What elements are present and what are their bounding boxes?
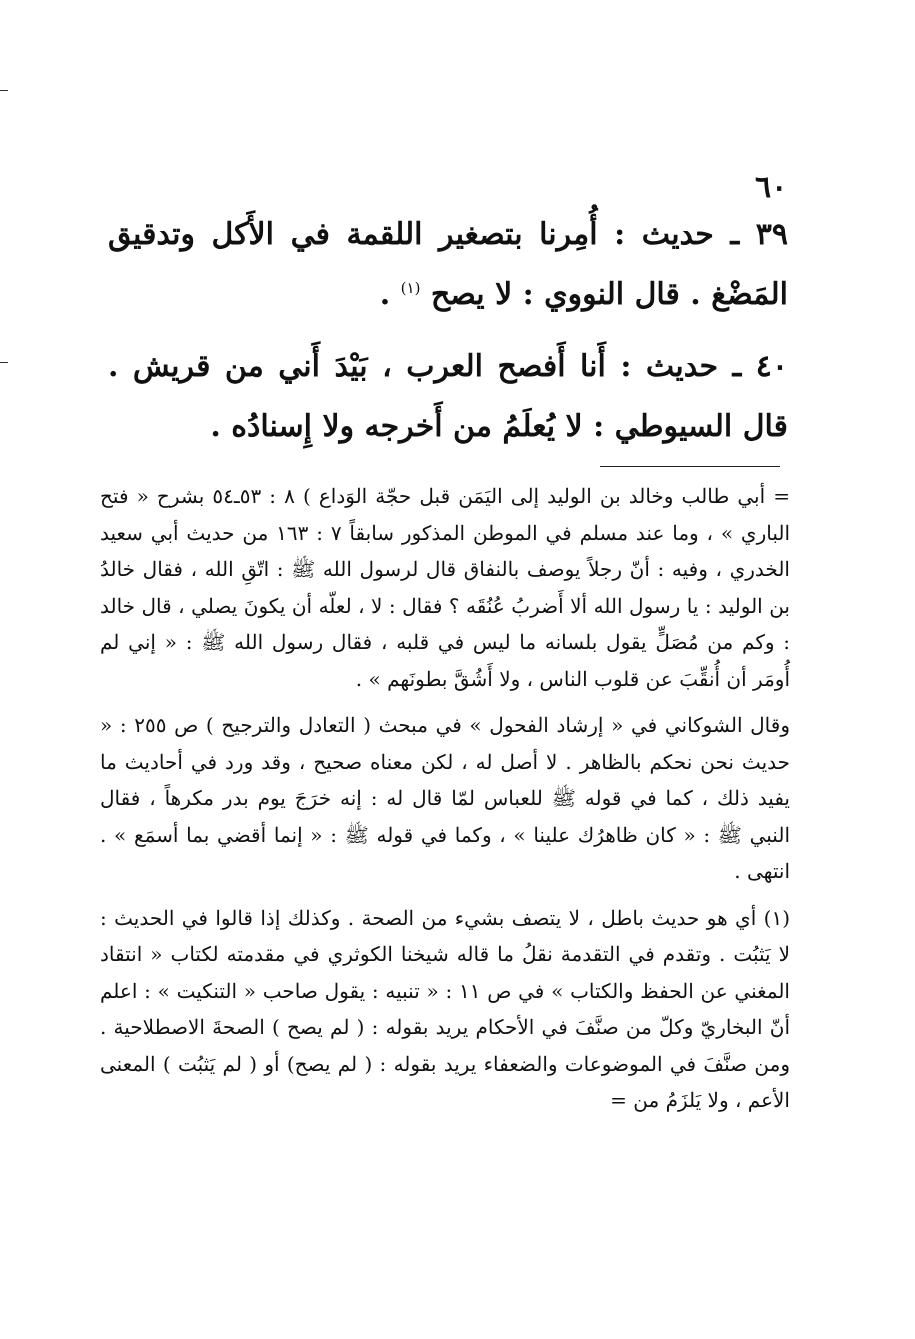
hadith-40: ٤٠ ـ حديث : أَنا أَفصح العرب ، بَيْدَ أَني من قريش . قال السيوطي : لا يُعلَمُ من أَخرجه ولا إِسنادُه . xyxy=(108,349,788,444)
main-text xyxy=(108,205,788,469)
footnote-continuation: = أبي طالب وخالد بن الوليد إلى اليَمَن قبل حجّة الوَداع ) ٨ : ٥٣ـ٥٤ بشرح « فتح الباري » ، وما عند مسلم في الموطن المذكور سابقاً ٧ : ١٦٣ من حديث أبي سعيد الخدري ، وفيه : أنّ رجلاً يوصف بالنفاق قال لرسول الله ﷺ : اتّقِ الله ، فقال خالدُ بن الوليد : يا رسول الله ألا أَضربُ عُنُقَه ؟ فقال : لا ، لعلّه أن يكونَ يصلي ، قال خالد : وكم من مُصَلٍّ يقول بلسانه ما ليس في قلبه ، فقال رسول الله ﷺ : « إني لم أُومَر أن أُنقِّبَ عن قلوب الناس ، ولا أَشُقَّ بطونَهم » . xyxy=(100,484,791,691)
scan-edge-mark xyxy=(0,90,8,91)
footnotes xyxy=(100,478,790,1129)
scan-edge-mark xyxy=(0,362,8,363)
footnote-ref: (١) xyxy=(400,279,421,297)
hadith-39 xyxy=(108,205,788,325)
footnote-shawkani: وقال الشوكاني في « إرشاد الفحول » في مبحث ( التعادل والترجيح ) ص ٢٥٥ : « حديث نحن نحكم بالظاهر . لا أصل له ، لكن معناه صحيح ، وقد ورد في أحاديث ما يفيد ذلك ، كما في قوله ﷺ للعباس لمّا قال له : إنه خرَجَ يوم بدر مكرهاً ، فقال النبي ﷺ : « كان ظاهرُك علينا » ، وكما في قوله ﷺ : « إنما أقضي بما أسمَع » . انتهى . xyxy=(100,713,790,883)
footnote-1: (١) أي هو حديث باطل ، لا يتصف بشيء من الصحة . وكذلك إذا قالوا في الحديث : لا يَثبُت . وتقدم في التقدمة نقلُ ما قاله شيخنا الكوثري في مقدمته لكتاب « انتقاد المغني عن الحفظ والكتاب » في ص ١١ : « تنبيه : يقول صاحب « التنكيت » : اعلم أنّ البخاريّ وكلّ من صنَّفَ في الأحكام يريد بقوله : ( لم يصح ) الصحةَ الاصطلاحية . ومن صنَّفَ في الموضوعات والضعفاء يريد بقوله : ( لم يصح) أو ( لم يَثبُت ) المعنى الأعم ، ولا يَلزَمُ من = xyxy=(100,905,790,1112)
hadith-39-text: ٣٩ ـ حديث : أُمِرنا بتصغير اللقمة في الأَكل وتدقيق المَضْغ . قال النووي : لا يصح xyxy=(108,217,788,312)
hadith-39-end: . xyxy=(379,277,401,312)
footnote-divider xyxy=(600,466,780,467)
page-number: ٦٠ xyxy=(755,170,788,205)
